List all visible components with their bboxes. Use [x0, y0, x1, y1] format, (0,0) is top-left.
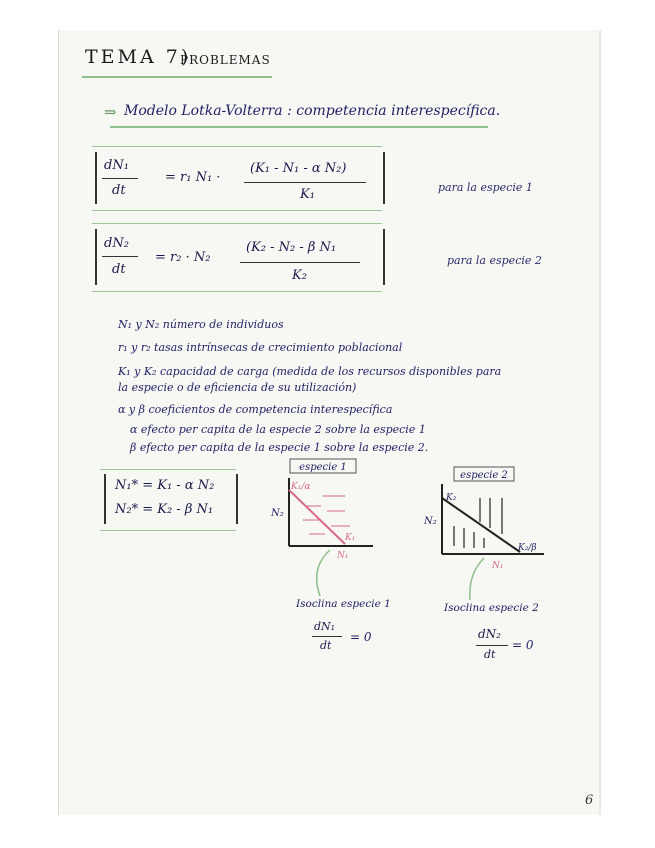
equil-top-line: [100, 469, 236, 470]
eq1-rhs-den: K₁: [300, 187, 315, 202]
graph2-x-label: N₁: [492, 561, 504, 571]
arrow-icon: ⇒: [104, 103, 117, 121]
eq1-bottom-line: [92, 210, 382, 211]
graph1-eq-rhs: = 0: [350, 630, 372, 644]
graph1-eq-num: dN₁: [314, 620, 336, 633]
eq1-lhs-num: dN₁: [104, 158, 129, 173]
section-heading: Modelo Lotka-Volterra : competencia interespecífica.: [124, 103, 501, 119]
eq1-rhs-bar: [244, 182, 366, 183]
page-title: TEMA 7): [85, 46, 192, 68]
equilibrium-n1: N₁* = K₁ - α N₂: [115, 478, 215, 493]
definition-line: K₁ y K₂ capacidad de carga (medida de los recursos disponibles para: [118, 365, 502, 378]
eq2-rhs-bar: [240, 262, 360, 263]
graph2-y-label: N₂: [424, 516, 437, 527]
eq1-lhs-bar: [102, 178, 138, 179]
graph1-bottom-label: K₁: [345, 533, 356, 543]
equil-bottom-line: [100, 530, 236, 531]
eq1-top-line: [92, 146, 382, 147]
definition-line: α efecto per capita de la especie 2 sobre la especie 1: [130, 423, 426, 436]
definition-line: la especie o de eficiencia de su utilización): [118, 381, 357, 394]
eq2-lhs-num: dN₂: [104, 236, 129, 251]
graph1-top-label: K₁/α: [291, 482, 311, 492]
eq2-mid: = r₂ · N₂: [155, 250, 211, 265]
page-number: 6: [585, 793, 594, 808]
definition-line: r₁ y r₂ tasas intrínsecas de crecimiento poblacional: [118, 341, 403, 354]
graph2-eq-bar: [476, 645, 508, 646]
eq1-note: para la especie 1: [438, 181, 533, 194]
graph2-eq-den: dt: [484, 648, 496, 661]
definition-line: α y β coeficientos de competencia interespecífica: [118, 403, 393, 416]
eq1-lhs-den: dt: [112, 183, 126, 198]
title-underline: [82, 76, 272, 78]
eq2-lhs-den: dt: [112, 262, 126, 277]
eq2-note: para la especie 2: [447, 254, 542, 267]
graph1-arrows: [303, 496, 350, 534]
eq2-rhs-den: K₂: [292, 268, 307, 283]
graph1-y-label: N₂: [271, 508, 284, 519]
graph2-eq-rhs: = 0: [512, 638, 534, 652]
eq2-lhs-bar: [102, 256, 138, 257]
equilibrium-n2: N₂* = K₂ - β N₁: [115, 502, 214, 517]
eq2-box: [95, 229, 385, 285]
graph2-eq-num: dN₂: [478, 627, 501, 641]
eq2-top-line: [92, 223, 382, 224]
page-subtitle: PROBLEMAS: [180, 53, 271, 67]
graph2-caption: Isoclina especie 2: [444, 602, 539, 614]
heading-underline: [110, 126, 488, 128]
eq1-box: [95, 152, 385, 204]
graph1-eq-bar: [312, 636, 342, 637]
graph2-bottom-label: K₂/β: [518, 543, 537, 553]
graph2-tag: especie 2: [460, 470, 508, 481]
graph2-top-label: K₂: [446, 493, 457, 503]
eq2-rhs-num: (K₂ - N₂ - β N₁: [246, 240, 337, 255]
graph1-eq-den: dt: [320, 639, 332, 652]
graph1-tag: especie 1: [299, 462, 347, 473]
graph1-isocline: [289, 490, 345, 544]
graph1-caption: Isoclina especie 1: [296, 598, 391, 610]
graph2-pointer-line: [462, 556, 492, 602]
eq1-mid: = r₁ N₁ ·: [165, 170, 221, 185]
definition-line: β efecto per capita de la especie 1 sobre la especie 2.: [130, 441, 429, 454]
graph1-x-label: N₁: [337, 551, 349, 561]
definition-line: N₁ y N₂ número de individuos: [118, 318, 284, 331]
eq1-rhs-num: (K₁ - N₁ - α N₂): [250, 161, 347, 176]
graph1-pointer-line: [300, 548, 340, 600]
eq2-bottom-line: [92, 291, 382, 292]
